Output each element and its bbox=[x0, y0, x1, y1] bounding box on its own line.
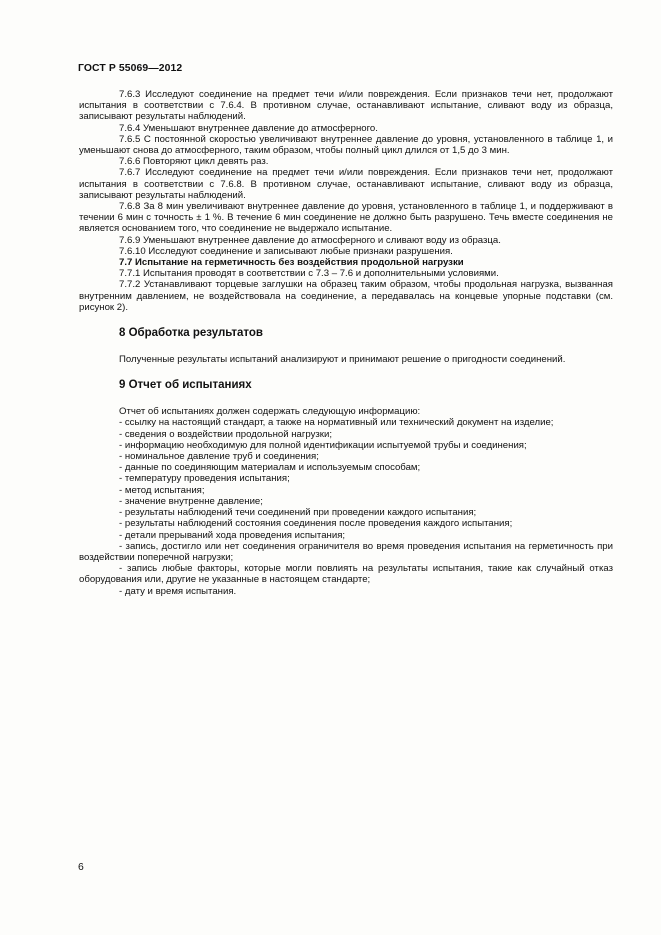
paragraph-7-7-2: 7.7.2 Устанавливают торцевые заглушки на образец таким образом, чтобы продольная нагрузка, вызванная внутренним давлением, не воздействовала на соединение, а передавалась на концевые упорные подставки (см. рисунок 2). bbox=[79, 279, 613, 313]
paragraph-7-6-8: 7.6.8 За 8 мин увеличивают внутреннее давление до уровня, установленного в таблице 1, и поддерживают в течении 6 мин с точность ± 1 %. В течение 6 мин соединение не должно быть разрушено. Течь вместе соединения не является основанием того, что соединение не выдержало испытание. bbox=[79, 201, 613, 235]
section-8-text: Полученные результаты испытаний анализируют и принимают решение о пригодности соединений. bbox=[119, 354, 566, 366]
paragraph-7-6-6: 7.6.6 Повторяют цикл девять раз. bbox=[119, 156, 269, 168]
list-item: - данные по соединяющим материалам и используемым способам; bbox=[119, 462, 421, 474]
section-9-heading: 9 Отчет об испытаниях bbox=[119, 379, 252, 392]
paragraph-7-6-10: 7.6.10 Исследуют соединение и записывают любые признаки разрушения. bbox=[119, 245, 453, 257]
section-8-heading: 8 Обработка результатов bbox=[119, 327, 263, 340]
paragraph-7-7-1: 7.7.1 Испытания проводят в соответствии с 7.3 – 7.6 и дополнительными условиями. bbox=[119, 268, 499, 280]
paragraph-7-6-5: 7.6.5 С постоянной скоростью увеличивают внутреннее давление до уровня, установленного в таблице 1, и уменьшают снова до атмосферного, таким образом, чтобы полный цикл длился от 1,5 до 3 мин. bbox=[79, 133, 613, 157]
list-item: - сведения о воздействии продольной нагрузки; bbox=[119, 428, 333, 440]
section-9-intro: Отчет об испытаниях должен содержать следующую информацию: bbox=[119, 406, 421, 418]
document-header: ГОСТ Р 55069—2012 bbox=[78, 63, 183, 74]
document-body bbox=[79, 89, 613, 597]
list-item: - информацию необходимую для полной идентификации испытуемой трубы и соединения; bbox=[119, 439, 527, 451]
list-item: - результаты наблюдений течи соединений при проведении каждого испытания; bbox=[119, 507, 477, 519]
list-item: - ссылку на настоящий стандарт, а также на нормативный или технический документ на изделие; bbox=[119, 417, 554, 429]
page-number: 6 bbox=[78, 862, 84, 873]
list-item: - номинальное давление труб и соединения; bbox=[119, 451, 319, 463]
list-item: - дату и время испытания. bbox=[119, 585, 237, 597]
list-item: - запись, достигло или нет соединения ограничителя во время проведения испытания на герметичность при воздействии поперечной нагрузки; bbox=[79, 540, 613, 563]
paragraph-7-6-7: 7.6.7 Исследуют соединение на предмет течи и/или повреждения. Если признаков течи нет, продолжают испытания в соответствии с 7.6.8. В противном случае, останавливают испытание, сливают воду из образца, записывают результаты наблюдений. bbox=[79, 167, 613, 201]
list-item: - значение внутренне давление; bbox=[119, 495, 263, 507]
paragraph-7-6-4: 7.6.4 Уменьшают внутреннее давление до атмосферного. bbox=[119, 122, 378, 134]
paragraph-7-6-9: 7.6.9 Уменьшают внутреннее давление до атмосферного и сливают воду из образца. bbox=[119, 234, 501, 246]
section-7-7-title: 7.7 Испытание на герметичность без воздействия продольной нагрузки bbox=[119, 257, 464, 269]
list-item: - температуру проведения испытания; bbox=[119, 473, 290, 485]
list-item: - метод испытания; bbox=[119, 484, 205, 496]
paragraph-7-6-3: 7.6.3 Исследуют соединение на предмет течи и/или повреждения. Если признаков течи нет, продолжают испытания в соответствии с 7.6.4. В противном случае, останавливают испытание, сливают воду из образца, записывают результаты наблюдений. bbox=[79, 89, 613, 123]
list-item: - запись любые факторы, которые могли повлиять на результаты испытания, такие как случайный отказ оборудования или, другие не указанные в настоящем стандарте; bbox=[79, 563, 613, 586]
list-item: - детали прерываний хода проведения испытания; bbox=[119, 529, 346, 541]
list-item: - результаты наблюдений состояния соединения после проведения каждого испытания; bbox=[119, 518, 513, 530]
